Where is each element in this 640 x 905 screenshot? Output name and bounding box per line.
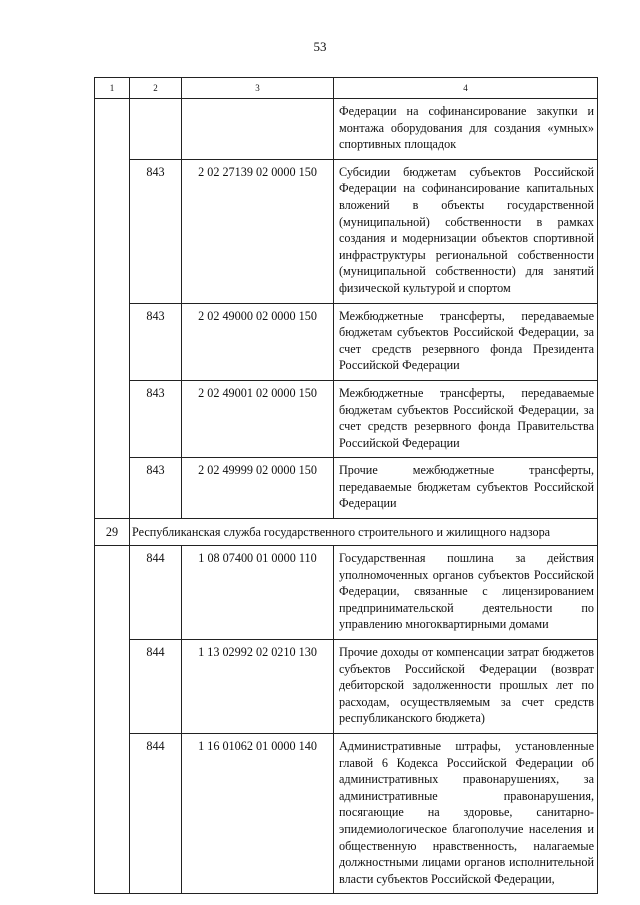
description-cell: Прочие межбюджетные трансферты, передаваемые бюджетам субъектов Российской Федерации: [334, 458, 598, 519]
admin-code-cell: 843: [130, 303, 182, 380]
header-col-4: 4: [334, 78, 598, 99]
row-number-cell: [95, 546, 130, 894]
description-cell: Федерации на софинансирование закупки и монтажа оборудования для создания «умных» спортивных площадок: [334, 99, 598, 160]
table-row: [95, 640, 598, 734]
table-row: [95, 303, 598, 380]
revenue-code-cell: 2 02 49000 02 0000 150: [182, 303, 334, 380]
description-cell: Субсидии бюджетам субъектов Российской Федерации на софинансирование капитальных вложений в объекты государственной (муниципальной) собственности в рамках создания и модернизации объектов спортивной инфраструктуры региональной собственности (муниципальной собственности) для занятий физической культурой и спортом: [334, 159, 598, 303]
revenue-code-cell: 2 02 49001 02 0000 150: [182, 380, 334, 457]
description-cell: Межбюджетные трансферты, передаваемые бюджетам субъектов Российской Федерации, за счет средств резервного фонда Президента Российской Федерации: [334, 303, 598, 380]
page-number: 53: [313, 39, 327, 54]
table-row: [95, 99, 598, 160]
row-number-cell: [95, 99, 130, 519]
revenue-code-cell: 1 16 01062 01 0000 140: [182, 734, 334, 894]
admin-code-cell: 843: [130, 458, 182, 519]
revenue-code-cell: 1 13 02992 02 0210 130: [182, 640, 334, 734]
table-row: [95, 159, 598, 303]
admin-code-cell: [130, 99, 182, 160]
table-row: [95, 380, 598, 457]
table-row: [95, 546, 598, 640]
table-row: [95, 734, 598, 894]
revenue-code-cell: [182, 99, 334, 160]
table-row: [95, 458, 598, 519]
section-title: Республиканская служба государственного строительного и жилищного надзора: [130, 519, 598, 546]
admin-code-cell: 843: [130, 380, 182, 457]
admin-code-cell: 844: [130, 546, 182, 640]
admin-code-cell: 843: [130, 159, 182, 303]
header-col-3: 3: [182, 78, 334, 99]
revenue-code-cell: 2 02 27139 02 0000 150: [182, 159, 334, 303]
description-cell: Государственная пошлина за действия уполномоченных органов субъектов Российской Федерации, связанные с лицензированием предпринимательской деятельности по управлению многоквартирными домами: [334, 546, 598, 640]
description-cell: Межбюджетные трансферты, передаваемые бюджетам субъектов Российской Федерации, за счет средств резервного фонда Правительства Российской Федерации: [334, 380, 598, 457]
revenue-table: [94, 77, 598, 894]
admin-code-cell: 844: [130, 734, 182, 894]
table-header-row: [95, 78, 598, 99]
description-cell: Прочие доходы от компенсации затрат бюджетов субъектов Российской Федерации (возврат дебиторской задолженности прошлых лет по расходам, осуществляемым за счет средств республиканского бюджета): [334, 640, 598, 734]
description-cell: Административные штрафы, установленные главой 6 Кодекса Российской Федерации об административных правонарушениях, за административные правонарушения, посягающие на здоровье, санитарно-эпидемиологическое благополучие населения и общественную нравственность, налагаемые должностными лицами органов исполнительной власти субъектов Российской Федерации,: [334, 734, 598, 894]
revenue-code-cell: 2 02 49999 02 0000 150: [182, 458, 334, 519]
header-col-1: 1: [95, 78, 130, 99]
section-row: [95, 519, 598, 546]
section-number: 29: [95, 519, 130, 546]
admin-code-cell: 844: [130, 640, 182, 734]
header-col-2: 2: [130, 78, 182, 99]
revenue-code-cell: 1 08 07400 01 0000 110: [182, 546, 334, 640]
